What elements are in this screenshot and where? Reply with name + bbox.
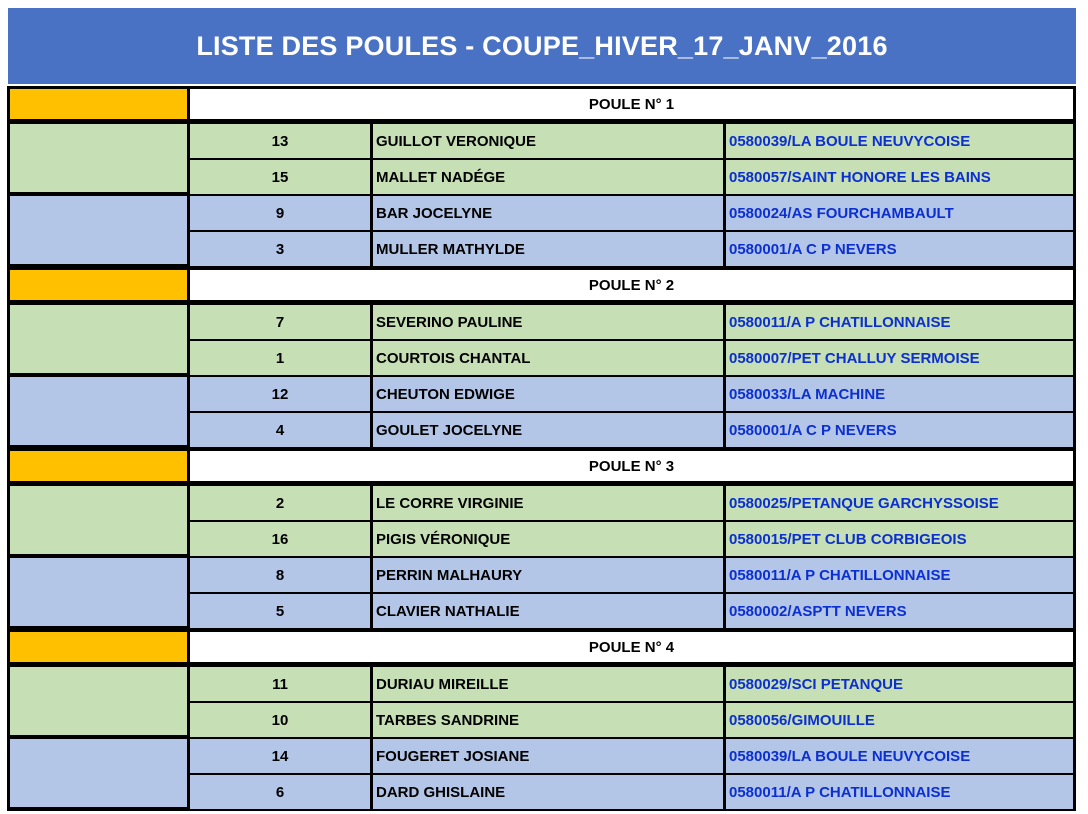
player-club: 0580002/ASPTT NEVERS [726,594,1073,628]
player-number: 9 [190,196,370,230]
team-side-cell [10,558,187,626]
poule-header-marker [10,451,187,481]
player-number: 4 [190,413,370,447]
player-number: 3 [190,232,370,266]
poule-header [7,448,1076,484]
player-name: BAR JOCELYNE [373,196,723,230]
player-name: SEVERINO PAULINE [373,305,723,339]
player-name: CLAVIER NATHALIE [373,594,723,628]
player-club: 0580025/PETANQUE GARCHYSSOISE [726,486,1073,520]
team-group [7,375,1076,447]
table-row [190,341,1073,375]
team-group [7,122,1076,194]
player-club: 0580029/SCI PETANQUE [726,667,1073,701]
player-name: PIGIS VÉRONIQUE [373,522,723,556]
player-number: 7 [190,305,370,339]
team-side-cell [10,124,187,192]
player-number: 12 [190,377,370,411]
player-club: 0580007/PET CHALLUY SERMOISE [726,341,1073,375]
team-group [7,737,1076,809]
poule-header-marker [10,270,187,300]
poule-title: POULE N° 4 [190,632,1073,662]
player-club: 0580039/LA BOULE NEUVYCOISE [726,124,1073,158]
player-number: 5 [190,594,370,628]
table-row [190,377,1073,411]
player-number: 14 [190,739,370,773]
player-name: CHEUTON EDWIGE [373,377,723,411]
player-name: FOUGERET JOSIANE [373,739,723,773]
poule-header-marker [10,89,187,119]
poule-header-marker [10,632,187,662]
table-row [190,594,1073,628]
player-name: GUILLOT VERONIQUE [373,124,723,158]
table-row [190,413,1073,447]
table-row [190,775,1073,809]
team-group [7,484,1076,556]
player-club: 0580015/PET CLUB CORBIGEOIS [726,522,1073,556]
team-group [7,303,1076,375]
team-group [7,665,1076,737]
team-side-cell [10,739,187,807]
poule-title: POULE N° 3 [190,451,1073,481]
player-number: 6 [190,775,370,809]
table-row [190,124,1073,158]
player-name: GOULET JOCELYNE [373,413,723,447]
poule-header [7,86,1076,122]
player-name: DURIAU MIREILLE [373,667,723,701]
player-number: 1 [190,341,370,375]
player-club: 0580011/A P CHATILLONNAISE [726,305,1073,339]
player-club: 0580011/A P CHATILLONNAISE [726,775,1073,809]
player-name: PERRIN MALHAURY [373,558,723,592]
table-row [190,739,1073,773]
poule-title: POULE N° 1 [190,89,1073,119]
player-name: TARBES SANDRINE [373,703,723,737]
player-club: 0580057/SAINT HONORE LES BAINS [726,160,1073,194]
player-number: 16 [190,522,370,556]
table-row [190,486,1073,520]
player-club: 0580024/AS FOURCHAMBAULT [726,196,1073,230]
player-name: LE CORRE VIRGINIE [373,486,723,520]
table-row [190,703,1073,737]
player-number: 13 [190,124,370,158]
player-club: 0580001/A C P NEVERS [726,413,1073,447]
player-club: 0580033/LA MACHINE [726,377,1073,411]
table-row [190,196,1073,230]
player-name: MALLET NADÉGE [373,160,723,194]
player-number: 11 [190,667,370,701]
table-row [190,232,1073,266]
table-row [190,667,1073,701]
page-title: LISTE DES POULES - COUPE_HIVER_17_JANV_2016 [8,8,1076,84]
table-row [190,558,1073,592]
player-name: DARD GHISLAINE [373,775,723,809]
team-group [7,194,1076,266]
player-club: 0580001/A C P NEVERS [726,232,1073,266]
player-club: 0580011/A P CHATILLONNAISE [726,558,1073,592]
player-name: MULLER MATHYLDE [373,232,723,266]
table-row [190,522,1073,556]
player-number: 10 [190,703,370,737]
player-number: 8 [190,558,370,592]
poules-table [7,86,1076,811]
team-side-cell [10,667,187,735]
table-row [190,160,1073,194]
poule-header [7,629,1076,665]
player-name: COURTOIS CHANTAL [373,341,723,375]
poule-title: POULE N° 2 [190,270,1073,300]
poule-header [7,267,1076,303]
team-group [7,556,1076,628]
player-club: 0580039/LA BOULE NEUVYCOISE [726,739,1073,773]
team-side-cell [10,486,187,554]
table-row [190,305,1073,339]
player-club: 0580056/GIMOUILLE [726,703,1073,737]
team-side-cell [10,196,187,264]
player-number: 2 [190,486,370,520]
team-side-cell [10,305,187,373]
team-side-cell [10,377,187,445]
player-number: 15 [190,160,370,194]
